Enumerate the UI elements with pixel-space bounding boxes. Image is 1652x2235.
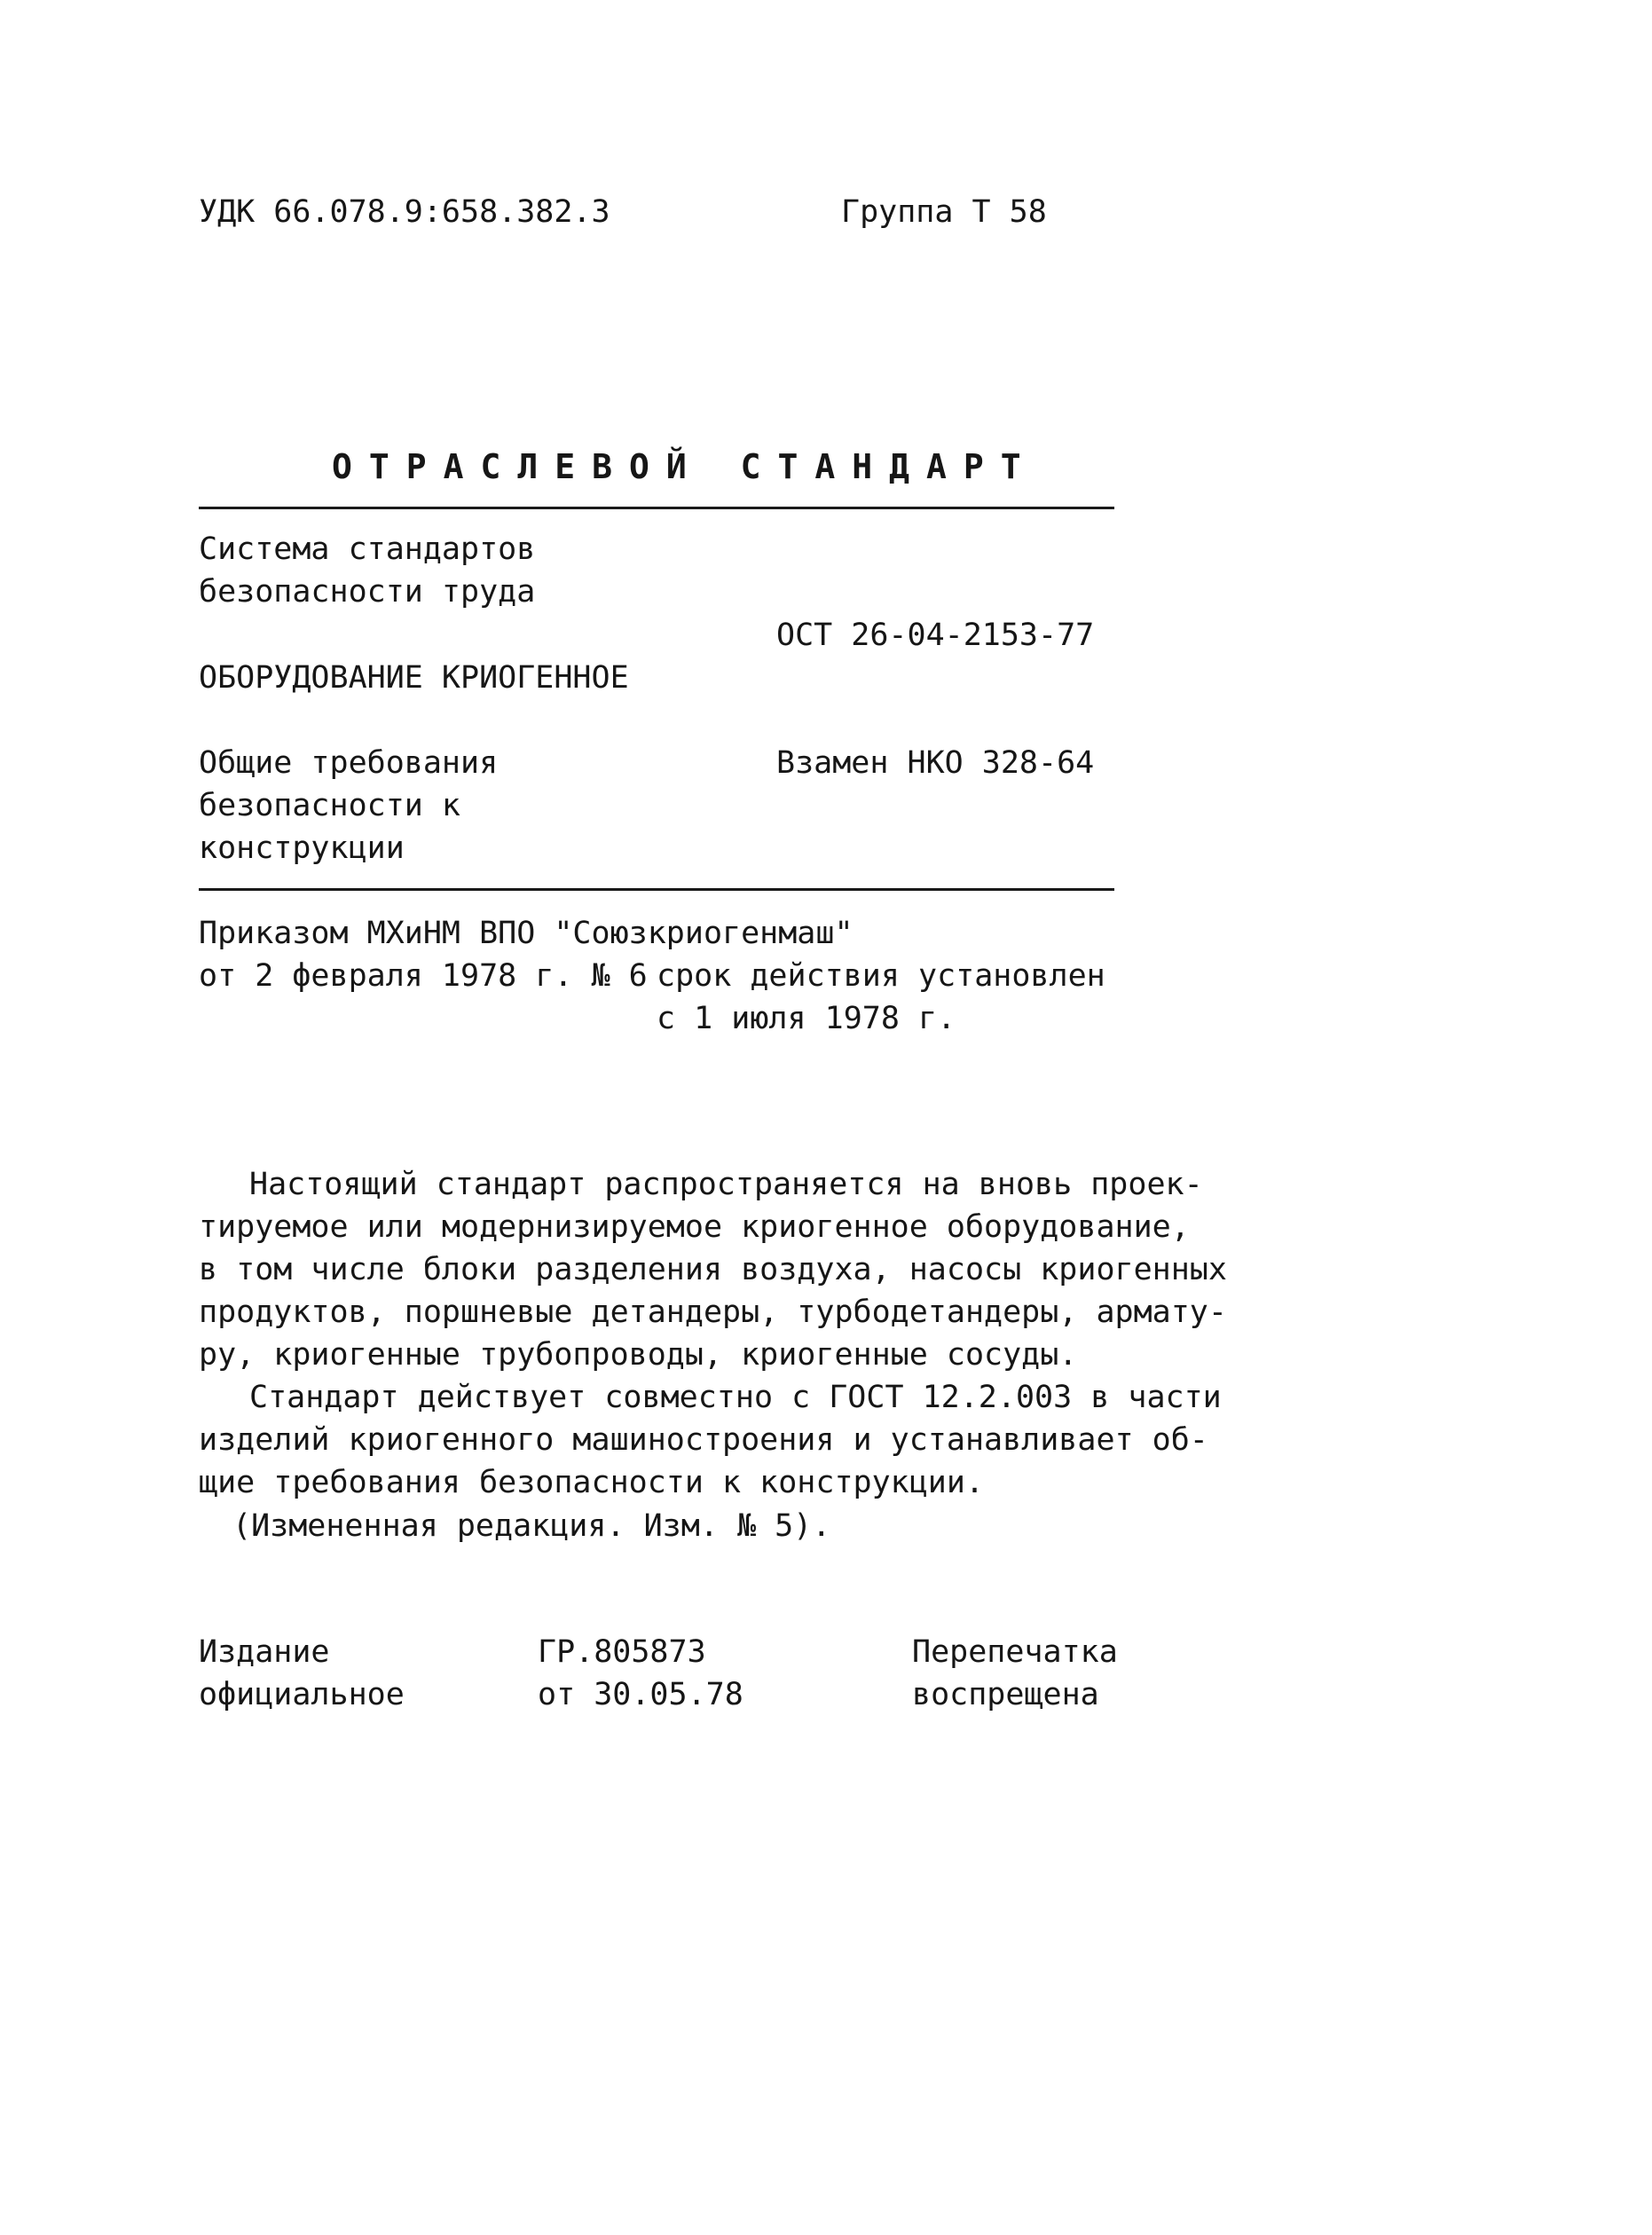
- reprint-note-2: воспрещена: [912, 1677, 1099, 1712]
- middle-divider: [199, 888, 1114, 891]
- replaces-note: Взамен НКО 328-64: [776, 745, 1095, 781]
- paragraph-line: ру, криогенные трубопроводы, криогенные сосуды.: [199, 1337, 1078, 1373]
- system-line-1: Система стандартов: [199, 531, 536, 567]
- approval-date: от 2 февраля 1978 г. № 6: [199, 958, 648, 994]
- paragraph-line: в том числе блоки разделения воздуха, насосы криогенных: [199, 1252, 1227, 1287]
- paragraph-line: продуктов, поршневые детандеры, турбодетандеры, армату-: [199, 1295, 1227, 1330]
- paragraph-line: изделий криогенного машиностроения и устанавливает об-: [199, 1422, 1208, 1458]
- document-title: ОТРАСЛЕВОЙ СТАНДАРТ: [332, 447, 1038, 486]
- edition-label-1: Издание: [199, 1634, 330, 1670]
- validity-line-2: с 1 июля 1978 г.: [657, 1001, 956, 1036]
- system-line-2: безопасности труда: [199, 574, 536, 610]
- group-code: Группа Т 58: [841, 194, 1047, 230]
- registration-date: от 30.05.78: [538, 1677, 743, 1712]
- body-paragraph-2: [199, 1376, 1222, 1504]
- udk-code: УДК 66.078.9:658.382.3: [199, 194, 610, 230]
- reprint-note-1: Перепечатка: [912, 1634, 1118, 1670]
- product-name: ОБОРУДОВАНИЕ КРИОГЕННОЕ: [199, 660, 629, 696]
- subtitle-line-1: Общие требования: [199, 745, 499, 781]
- paragraph-line: Настоящий стандарт распространяется на вновь проек-: [249, 1167, 1203, 1202]
- edition-label-2: официальное: [199, 1677, 405, 1712]
- registration-number: ГР.805873: [538, 1634, 706, 1670]
- paragraph-line: щие требования безопасности к конструкции.: [199, 1465, 985, 1500]
- paragraph-line: тируемое или модернизируемое криогенное оборудование,: [199, 1209, 1190, 1245]
- subtitle-line-2: безопасности к: [199, 788, 461, 823]
- paragraph-line: Стандарт действует совместно с ГОСТ 12.2.003 в части: [249, 1380, 1222, 1415]
- body-paragraph-1: [199, 1163, 1227, 1376]
- validity-line-1: срок действия установлен: [657, 958, 1105, 994]
- top-divider: [199, 507, 1114, 509]
- approval-line-1: Приказом МХиНМ ВПО "Союзкриогенмаш": [199, 916, 854, 951]
- edition-note: (Измененная редакция. Изм. № 5).: [232, 1508, 831, 1544]
- subtitle-line-3: конструкции: [199, 830, 405, 866]
- ost-number: ОСТ 26-04-2153-77: [776, 618, 1095, 653]
